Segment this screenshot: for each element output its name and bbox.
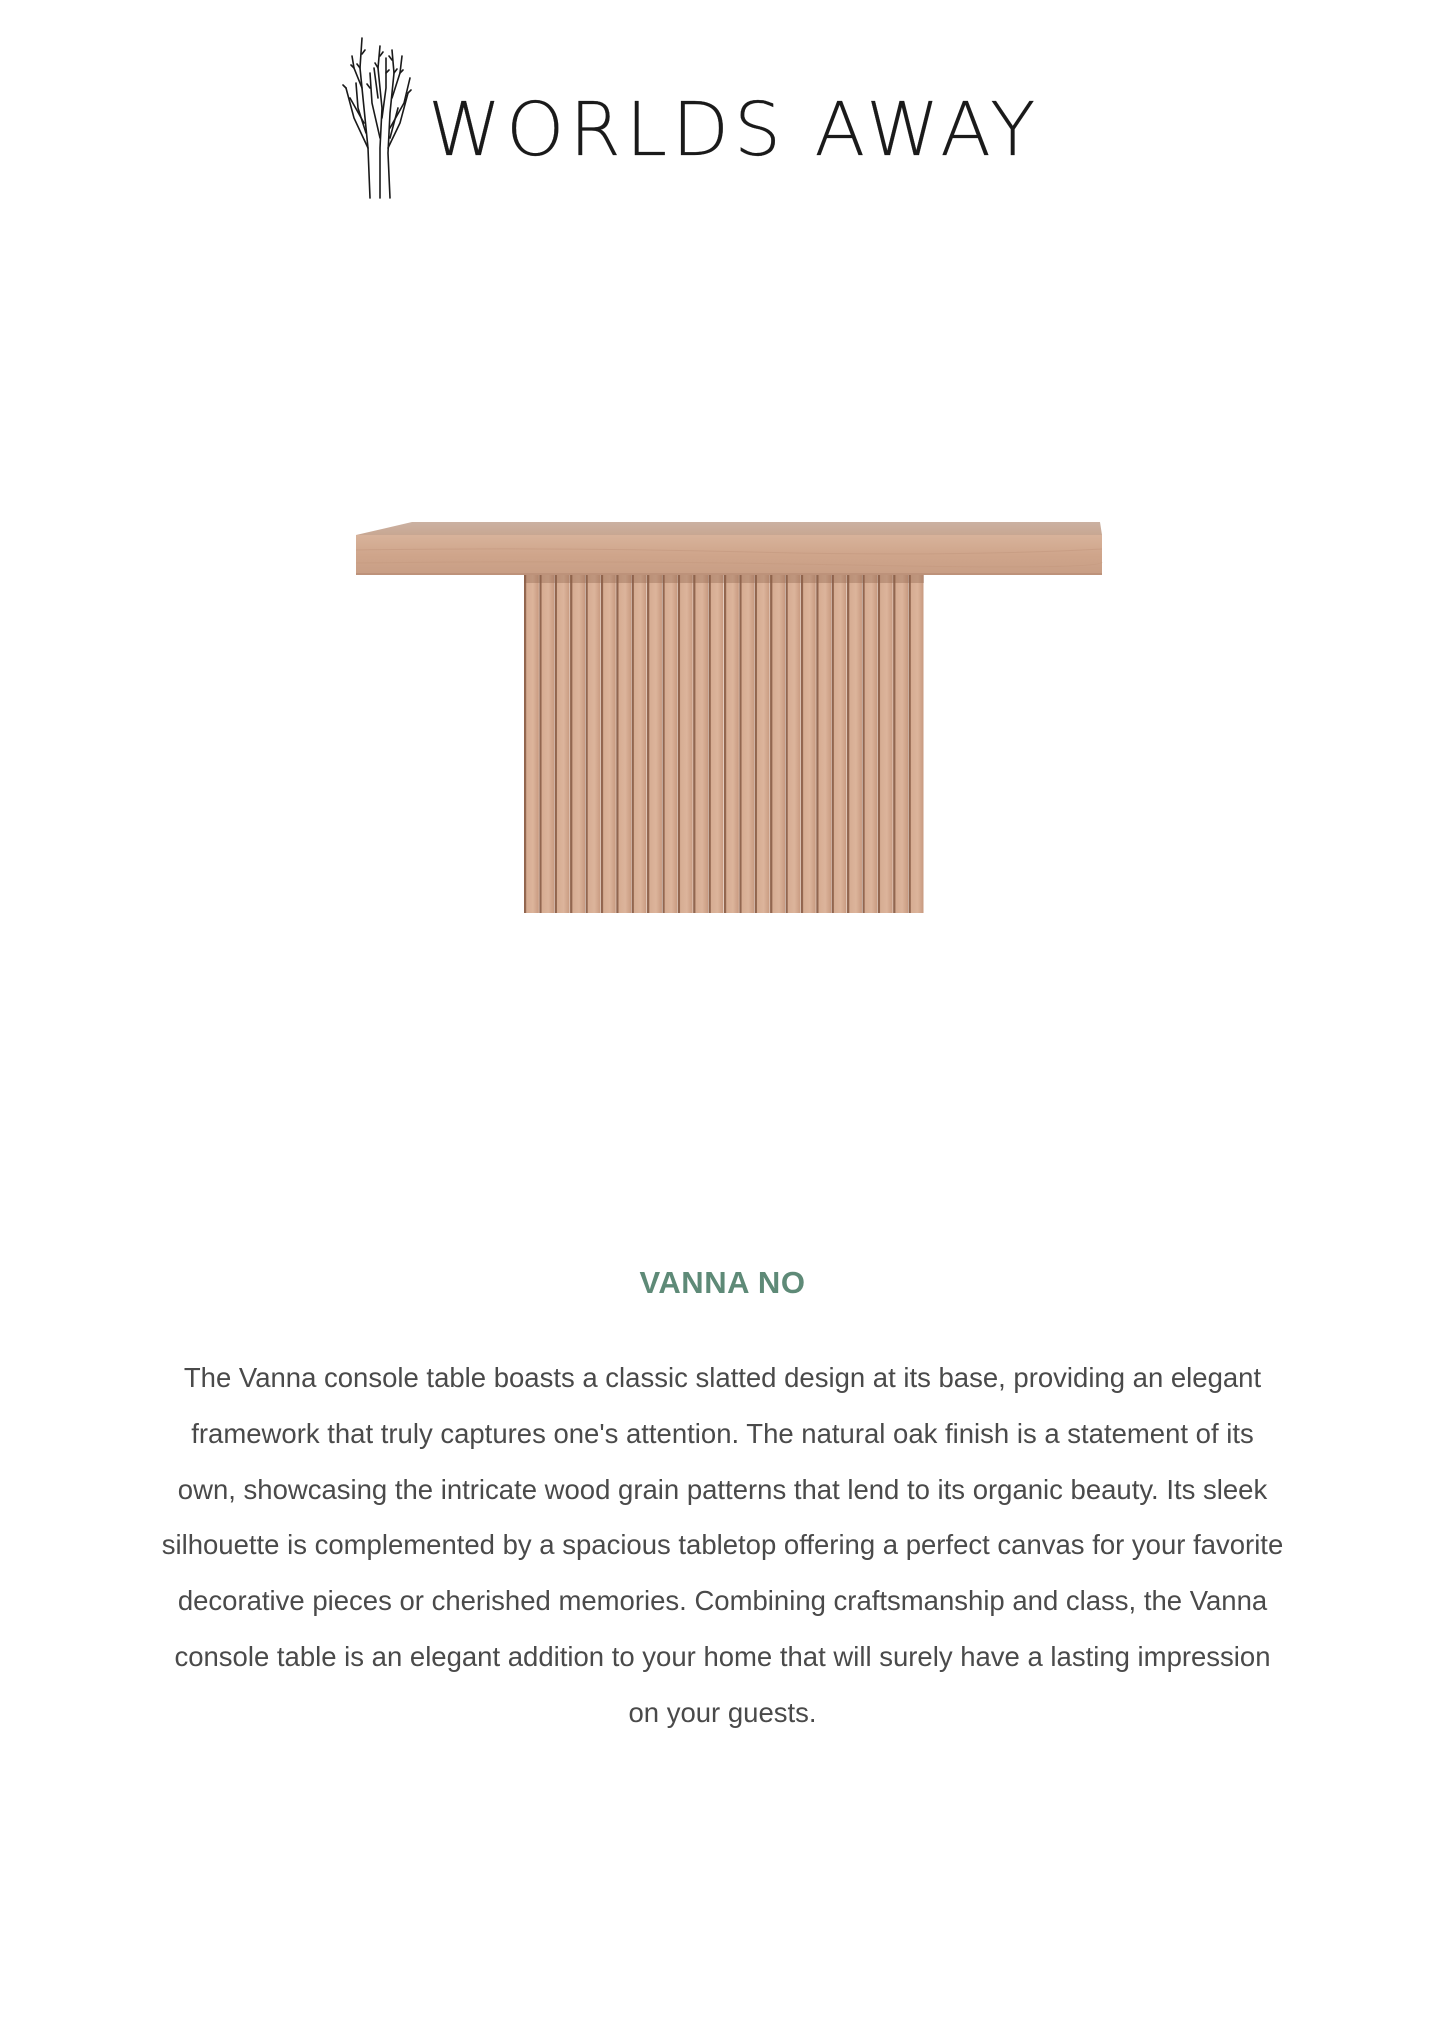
- slat-gap: [893, 575, 895, 913]
- slat: [739, 575, 754, 913]
- slat: [786, 575, 801, 913]
- slat: [616, 575, 631, 913]
- slat: [524, 575, 539, 913]
- slat-gap: [601, 575, 603, 913]
- product-description: The Vanna console table boasts a classic slatted design at its base, providing an elegant framework that truly captures one's attention. The natural oak finish is a statement of its own, showcasing the intricate wood grain patterns that lend to its organic beauty. Its sleek silhouette is complemented by a spacious tabletop offering a perfect canvas for your favorite decorative pieces or cherished memories. Combining craftsmanship and class, the Vanna console table is an elegant addition to your home that will surely have a lasting impression on your guests.: [161, 1362, 1284, 1728]
- slat-gap: [632, 575, 634, 913]
- slat: [709, 575, 724, 913]
- slat-gap: [909, 575, 911, 913]
- slat-gap: [678, 575, 680, 913]
- slat: [832, 575, 847, 913]
- tabletop-shadow: [524, 575, 924, 583]
- slat-gap: [724, 575, 726, 913]
- slat-gap: [770, 575, 772, 913]
- slat: [862, 575, 877, 913]
- slat: [601, 575, 616, 913]
- slat-gap: [570, 575, 572, 913]
- slat: [632, 575, 647, 913]
- slat-gap: [786, 575, 788, 913]
- slat-gap: [816, 575, 818, 913]
- slat-gap: [801, 575, 803, 913]
- product-title: VANNA NO: [639, 1265, 806, 1300]
- slat-gap: [755, 575, 757, 913]
- slat-gap: [647, 575, 649, 913]
- slat: [909, 575, 924, 913]
- slat: [724, 575, 739, 913]
- slat-gap: [693, 575, 695, 913]
- tabletop-edge: [356, 535, 1102, 575]
- slat: [770, 575, 785, 913]
- slat-gap: [847, 575, 849, 913]
- slat: [586, 575, 601, 913]
- branch-bundle-icon: [340, 28, 420, 203]
- slat: [662, 575, 677, 913]
- slat: [755, 575, 770, 913]
- slat: [678, 575, 693, 913]
- slat-gap: [539, 575, 541, 913]
- slat: [893, 575, 908, 913]
- slat-gap: [709, 575, 711, 913]
- slat: [555, 575, 570, 913]
- slat-gap: [832, 575, 834, 913]
- slat-gap: [586, 575, 588, 913]
- slat: [570, 575, 585, 913]
- slat-gap: [662, 575, 664, 913]
- slat-gap: [862, 575, 864, 913]
- slat: [539, 575, 554, 913]
- slat: [847, 575, 862, 913]
- slat-gap: [616, 575, 618, 913]
- slat-gap: [739, 575, 741, 913]
- tabletop-surface: [356, 522, 1102, 535]
- product-image: [352, 515, 1112, 915]
- slat: [801, 575, 816, 913]
- slat-gap: [878, 575, 880, 913]
- slat: [647, 575, 662, 913]
- brand-name: WORLDS AWAY: [428, 87, 1041, 173]
- slatted-base: [524, 575, 924, 913]
- slat: [878, 575, 893, 913]
- slat: [693, 575, 708, 913]
- slat-gap: [524, 575, 526, 913]
- slat-gap: [555, 575, 557, 913]
- slat: [816, 575, 831, 913]
- brand-logo: [340, 28, 1120, 203]
